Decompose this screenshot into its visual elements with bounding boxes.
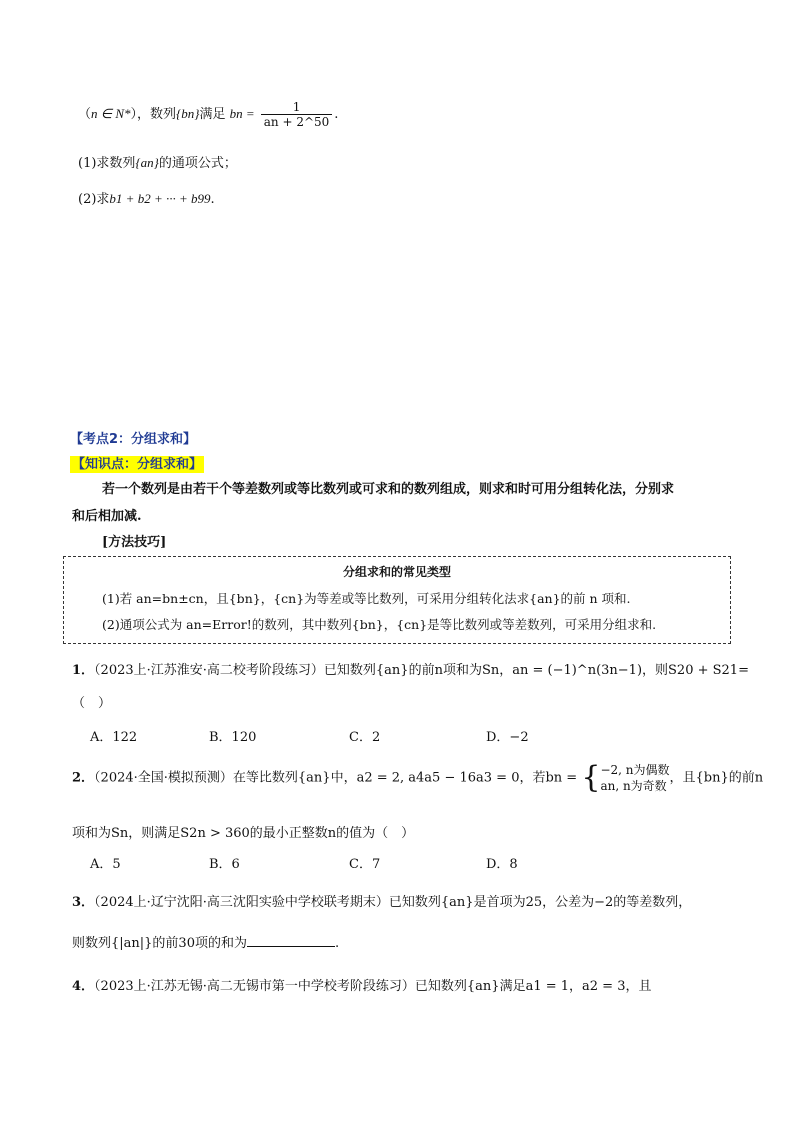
case-1: −2, n为偶数 [600,763,670,777]
problem-2-stem-c: 项和为Sn，则满足S2n > 360的最小正整数n的值为（ ） [72,826,415,841]
problem-1-option-a[interactable]: A．122 [90,730,138,745]
case-2: an, n为奇数 [600,779,667,793]
problem-2-option-b[interactable]: B．6 [209,857,240,872]
intro-fraction [261,100,333,129]
summary-box [63,556,731,644]
cases-brace: { [581,760,601,795]
problem-1-option-d[interactable]: D．−2 [486,730,529,745]
subquestion-1 [78,152,237,171]
section-title: 【考点2：分组求和】 [70,432,197,447]
q2-text: (2)求 [78,192,110,207]
intro-end: . [334,107,339,122]
knowledge-paragraph-1: 若一个数列是由若干个等差数列或等比数列或可求和的数列组成，则求和时可用分组转化法，分别求 [102,482,675,497]
problem-2-option-a[interactable]: A．5 [90,857,121,872]
problem-1-number: 1． [72,663,95,678]
problem-3 [72,891,691,910]
problem-3-source: （2024上·辽宁沈阳·高三沈阳实验中学校联考期末） [94,895,389,910]
problem-2 [72,762,763,794]
intro-satisfy: 满足 [199,107,226,122]
q1-seq: {an} [135,155,159,170]
problem-1-option-b[interactable]: B．120 [209,730,257,745]
problem-1-stem: 已知数列{an}的前n项和为Sn，an = (−1)^n(3n−1)，则S20 + S21= [323,663,749,678]
problem-2-option-d[interactable]: D．8 [486,857,518,872]
problem-3-line-2 [72,932,339,951]
problem-2-stem-b: ，且{bn}的前n [669,770,764,786]
problem-2-source: （2024·全国·模拟预测） [94,770,233,786]
problem-4 [72,975,651,994]
problem-3-stem-a: 已知数列{an}是首项为25，公差为−2的等差数列， [388,895,692,910]
problem-1-option-c[interactable]: C．2 [349,730,381,745]
intro-line [78,100,338,129]
q2-expr: b1 + b2 + ··· + b99 [109,191,211,206]
fraction-numerator: 1 [261,100,333,115]
problem-2-number: 2． [72,770,95,786]
q2-end: . [210,192,215,207]
problem-2-stem-a: 在等比数列{an}中，a2 = 2, a4a5 − 16a3 = 0，若bn = [232,770,578,786]
answer-blank[interactable] [247,934,335,947]
problem-3-end: . [334,936,340,951]
problem-1 [72,659,749,678]
summary-item-1: (1)若 an=bn±cn，且{bn}，{cn}为等差或等比数列，可采用分组转化法求{an}的前 n 项和. [102,591,631,606]
problem-1-source: （2023上·江苏淮安·高二校考阶段练习） [94,663,324,678]
intro-prefix: （ [78,107,92,122]
fraction-denominator: an + 2^50 [263,115,330,129]
piecewise-cases [600,762,669,794]
problem-4-source: （2023上·江苏无锡·高二无锡市第一中学校考阶段练习） [94,979,415,994]
intro-mid: ），数列 [130,107,177,122]
problem-4-number: 4． [72,979,95,994]
problem-1-answer-paren: （ ） [72,696,112,711]
intro-formula-lhs: bn = [229,106,255,121]
problem-3-stem-b: 则数列{|an|}的前30项的和为 [72,936,247,951]
intro-seq-b: {bn} [176,106,200,121]
knowledge-heading: 【知识点：分组求和】 [72,457,203,472]
intro-cond: n ∈ N* [91,106,131,121]
knowledge-paragraph-2: 和后相加减. [72,509,142,524]
subquestion-2 [78,188,215,207]
method-heading: [方法技巧] [102,535,167,550]
problem-4-stem: 已知数列{an}满足a1 = 1，a2 = 3，且 [414,979,652,994]
q1-rest: 的通项公式； [158,156,237,171]
summary-item-2: (2)通项公式为 an=Error!的数列，其中数列{bn}，{cn}是等比数列或等差数列，可采用分组求和. [102,617,657,632]
problem-2-option-c[interactable]: C．7 [349,857,381,872]
problem-3-number: 3． [72,895,95,910]
knowledge-heading-wrap [70,453,204,472]
summary-box-title: 分组求和的常见类型 [342,565,451,579]
q1-text: (1)求数列 [78,156,136,171]
